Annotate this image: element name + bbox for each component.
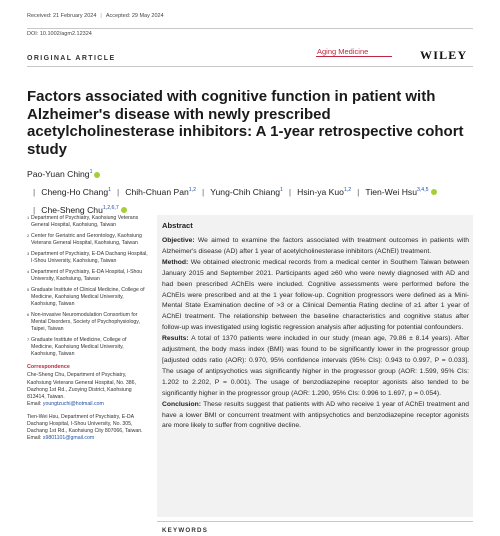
affiliation-list — [27, 215, 149, 358]
header-divider — [27, 28, 473, 29]
abstract-section — [162, 400, 469, 433]
keywords-heading: KEYWORDS — [162, 527, 209, 534]
affiliation-text: Department of Psychiatry, E-DA Hospital, I-Shou University, Kaohsiung, Taiwan — [31, 268, 143, 283]
author[interactable] — [297, 187, 351, 197]
author[interactable] — [125, 187, 196, 197]
keywords-divider — [157, 521, 473, 522]
journal-underline — [316, 56, 392, 57]
author[interactable] — [41, 187, 111, 197]
correspondence-contact — [27, 414, 149, 442]
received-date — [27, 13, 164, 19]
orcid-icon[interactable] — [94, 172, 100, 178]
abstract-box — [157, 215, 473, 517]
abstract-section-label: Conclusion: — [162, 400, 201, 408]
email-label: Email: — [27, 435, 43, 442]
correspondence-heading: Correspondence — [27, 364, 70, 371]
affiliation-text: Graduate Institute of Clinical Medicine, College of Medicine, Kaohsiung Medical University, Kaohsiung, Taiwan — [31, 286, 145, 308]
correspondence-list — [27, 372, 149, 442]
correspondence-email-line — [27, 435, 149, 442]
affiliation — [27, 269, 149, 283]
author-name: Che-Sheng Chu — [41, 204, 103, 215]
affiliation-text: Graduate Institute of Medicine, College of Medicine, Kaohsiung Medical University, Kaohsiung, Taiwan — [31, 337, 127, 358]
author-name: Chih-Chuan Pan — [125, 186, 189, 197]
author-name: Yung-Chih Chiang — [210, 186, 281, 197]
abstract-section — [162, 334, 469, 399]
accepted-text: Accepted: 29 May 2024 — [105, 13, 164, 19]
author-affiliation-marker[interactable]: 3,4,5 — [416, 186, 429, 193]
affiliation — [27, 215, 149, 229]
author-affiliation-marker[interactable]: 1 — [89, 169, 93, 175]
affiliation-number: 3 — [27, 251, 30, 256]
received-text: Received: 21 February 2024 — [27, 13, 97, 19]
author-separator: | — [202, 186, 205, 197]
affiliation — [27, 312, 149, 333]
author-separator: | — [357, 186, 360, 197]
abstract-section-text: These results suggest that patients with AD who receive 1 year of AChEI treatment and have a lower BMI or concurrent treatment with antipsychotics and benzodiazepine receptor agonists are more likely to suffer from cognitive decline. — [162, 400, 469, 430]
author-affiliation-marker[interactable]: 1,2 — [188, 186, 197, 193]
email-link[interactable]: youngtzuchi@hotmail.com — [42, 400, 104, 407]
journal-name[interactable]: Aging Medicine — [317, 47, 369, 56]
author-affiliation-marker[interactable]: 1,2 — [343, 186, 352, 193]
section-divider — [27, 66, 473, 67]
publisher-logo: WILEY — [420, 48, 468, 62]
affiliation-text: Non-invasive Neuromodulation Consortium for Mental Disorders, Society of Psychophysiology, Taipei, Taiwan — [31, 312, 140, 333]
author-separator: | — [117, 186, 120, 197]
author[interactable] — [365, 187, 436, 197]
abstract-section-text: A total of 1370 patients were included in our study (mean age, 79.86 ± 8.14 years). After adjustment, the body mass index (BMI) was found to be significantly lower in the progressor group [adjusted odds ratio (AOR): 0.970, 95% confidence intervals (95% CIs): 0.943 to 0.997, P = 0.033]. The usage of antipsychotics was significantly higher in the progressor group (AOR: 1.599, 95% CIs: 1.202 to 2.202, P = 0.001). The usage of benzodiazepine receptor agonists also tended to be significantly higher in the progressor group (AOR: 1.290, 95% CIs: 0.996 to 1.697, p = 0.054). — [162, 335, 469, 397]
affiliation-number: 6 — [27, 313, 30, 318]
author-name: Tien-Wei Hsu — [365, 186, 417, 197]
author[interactable] — [210, 187, 283, 197]
email-link[interactable]: s9801101@gmail.com — [42, 435, 95, 442]
correspondence-contact — [27, 372, 149, 407]
affiliation-text: Department of Psychiatry, E-DA Dachang Hospital, I-Shou University, Kaohsiung, Taiwan — [31, 250, 148, 265]
affiliation-text: Center for Geriatric and Gerontology, Kaohsiung Veterans General Hospital, Kaohsiung, Taiwan — [31, 232, 142, 247]
author-separator: | — [288, 186, 292, 197]
affiliation — [27, 251, 149, 265]
doi[interactable]: DOI: 10.1002/agm2.12324 — [27, 31, 92, 37]
correspondence-address: Tien-Wei Hsu, Department of Psychiatry, E-DA Dachang Hospital, I-Shou University, No. 305, Dachang 1st Rd., Kaohsiung City 807066, Taiwan. — [27, 413, 143, 435]
abstract-section-text: We aimed to examine the factors associated with treatment outcomes in patients with Alzheimer's disease (AD) after 1 year of acetylcholinesterase inhibitors (AChEI) treatment. — [162, 237, 469, 255]
email-label: Email: — [27, 400, 43, 407]
affiliations-column — [27, 215, 149, 448]
author-name: Pao-Yuan Ching — [27, 168, 90, 179]
affiliation-number: 7 — [27, 338, 30, 343]
affiliation-number: 5 — [27, 287, 30, 292]
author-affiliation-marker[interactable]: 1,2,6,7 — [102, 204, 119, 211]
author-affiliation-marker[interactable]: 1 — [108, 186, 112, 193]
orcid-icon[interactable] — [121, 207, 127, 213]
author-name: Hsin-ya Kuo — [297, 186, 344, 197]
affiliation-number: 2 — [27, 233, 30, 238]
abstract-body — [162, 236, 469, 432]
abstract-heading: Abstract — [162, 221, 193, 230]
author[interactable] — [27, 169, 100, 179]
abstract-section — [162, 236, 469, 258]
author-list — [27, 164, 477, 218]
abstract-section-text: We obtained electronic medical records from a medical center in Southern Taiwan between January 2015 and September 2021. Participants aged ≥60 who were newly diagnosed with AD and had been prescribed AChEIs were included. Cognitive assessments were performed before the AChEIs were prescribed and at the 1 year follow-up. Cognition progressors were defined as a Mini-Mental State Examination decline of >3 or a Clinical Dementia Rating decline of ≥1 after 1 year of AChEI treatment. The relationship between the baseline characteristics and cognitive status after follow-up was investigated using logistic regression analysis after adjusting for potential confounders. — [162, 258, 469, 332]
abstract-section-label: Objective: — [162, 237, 195, 244]
orcid-icon[interactable] — [431, 189, 437, 195]
author-separator: | — [33, 186, 36, 197]
article-title: Factors associated with cognitive function in patient with Alzheimer's disease with newly prescribed acetylcholinesterase inhibitors: A 1-year retrospective cohort study — [27, 88, 464, 158]
abstract-section — [162, 258, 469, 334]
author-affiliation-marker[interactable]: 1 — [280, 186, 283, 193]
affiliation-text: Department of Psychiatry, Kaohsiung Veterans General Hospital, Kaohsiung, Taiwan — [31, 215, 139, 229]
header-separator: | — [100, 13, 102, 19]
affiliation-number: 4 — [27, 269, 30, 274]
abstract-section-label: Method: — [162, 258, 189, 266]
affiliation — [27, 233, 149, 247]
affiliation-number: 1 — [27, 216, 30, 220]
abstract-section-label: Results: — [162, 335, 189, 343]
affiliation — [27, 287, 149, 308]
affiliation — [27, 337, 149, 358]
article-type: ORIGINAL ARTICLE — [27, 55, 116, 62]
correspondence-email-line — [27, 401, 149, 408]
author[interactable] — [41, 205, 127, 215]
author-name: Cheng-Ho Chang — [41, 186, 109, 197]
correspondence-address: Che-Sheng Chu, Department of Psychiatry, Kaohsiung Veterans General Hospital, No. 386, Dazhong 1st Rd., Zuoying District, Kaohsiung 813414, Taiwan. — [27, 372, 137, 400]
author-separator: | — [33, 204, 36, 215]
